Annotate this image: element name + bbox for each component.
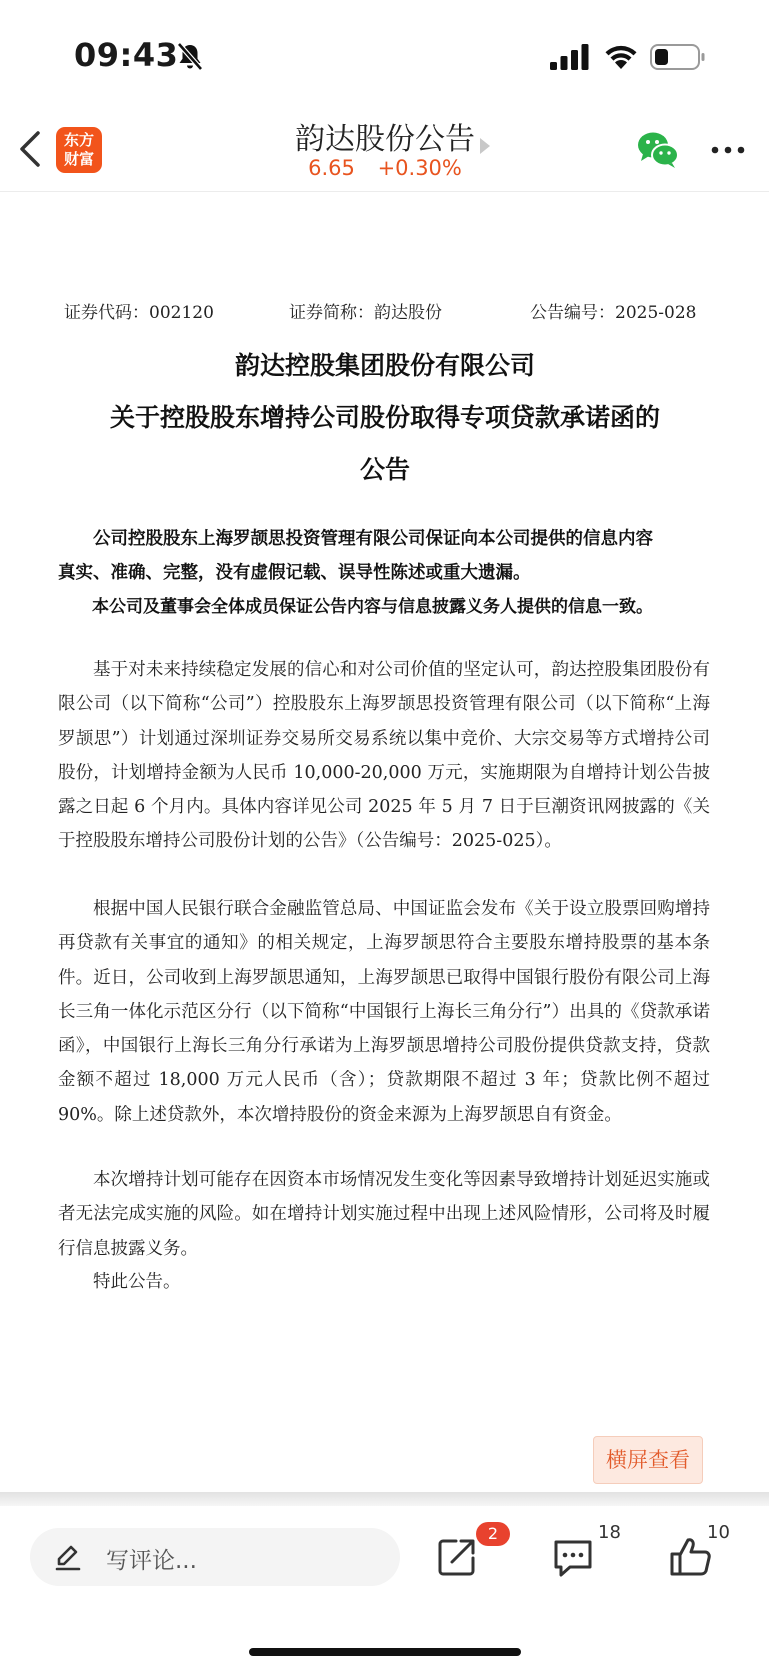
bell-muted-icon bbox=[176, 42, 204, 72]
home-indicator bbox=[249, 1648, 521, 1656]
wechat-share-icon[interactable] bbox=[636, 130, 680, 170]
document-title-line: 关于控股股东增持公司股份取得专项贷款承诺函的 bbox=[109, 403, 660, 432]
security-code: 证券代码：002120 bbox=[64, 303, 214, 323]
comment-count: 18 bbox=[598, 1522, 621, 1543]
page-divider bbox=[0, 1492, 769, 1506]
comment-placeholder: 写评论... bbox=[106, 1548, 197, 1574]
back-arrow-icon[interactable] bbox=[16, 128, 46, 170]
like-count: 10 bbox=[707, 1522, 730, 1543]
closing-line: 特此公告。 bbox=[93, 1272, 181, 1292]
share-badge: 2 bbox=[476, 1522, 510, 1546]
app-logo[interactable] bbox=[56, 127, 102, 173]
app-logo-line2: 财富 bbox=[63, 150, 94, 168]
stock-change: +0.30% bbox=[377, 156, 462, 180]
pen-icon bbox=[54, 1542, 82, 1572]
document-title-line: 公告 bbox=[359, 455, 410, 484]
body-paragraph: 本次增持计划可能存在因资本市场情况发生变化等因素导致增持计划延迟实施或者无法完成实施的风险。如在增持计划实施过程中出现上述风险情形，公司将及时履行信息披露义务。 bbox=[58, 1170, 710, 1259]
status-bar bbox=[0, 0, 769, 110]
stock-quote bbox=[200, 156, 570, 180]
disclaimer-line: 公司控股股东上海罗颉思投资管理有限公司保证向本公司提供的信息内容 bbox=[93, 529, 653, 549]
body-paragraph: 基于对未来持续稳定发展的信心和对公司价值的坚定认可，韵达控股集团股份有限公司（以下简称“公司”）控股股东上海罗颉思投资管理有限公司（以下简称“上海罗颉思”）计划通过深圳证券交易所交易系统以集中竞价、大宗交易等方式增持公司股份，计划增持金额为人民币 10,000-20,000 万元，实施期限为自增持计划公告披露之日起 6 个月内。具体内容详见公司 2025 年 5 月 7 日于巨潮资讯网披露的《关于控股股东增持公司股份计划的公告》（公告编号：2025-025）。 bbox=[58, 660, 710, 852]
wifi-icon bbox=[604, 42, 638, 70]
stock-price: 6.65 bbox=[308, 156, 355, 180]
share-icon[interactable] bbox=[434, 1534, 480, 1580]
more-options-icon[interactable] bbox=[708, 130, 748, 170]
status-time: 09:43 bbox=[74, 36, 179, 74]
battery-icon bbox=[650, 44, 706, 70]
body-paragraph: 根据中国人民银行联合金融监管总局、中国证监会发布《关于设立股票回购增持再贷款有关事宜的通知》的相关规定，上海罗颉思符合主要股东增持股票的基本条件。近日，公司收到上海罗颉思通知，上海罗颉思已取得中国银行股份有限公司上海长三角一体化示范区分行（以下简称“中国银行上海长三角分行”）出具的《贷款承诺函》，中国银行上海长三角分行承诺为上海罗颉思增持公司股份提供贷款支持，贷款金额不超过 18,000 万元人民币（含）；贷款期限不超过 3 年；贷款比例不超过 90%。除上述贷款外，本次增持股份的资金来源为上海罗颉思自有资金。 bbox=[58, 899, 710, 1125]
signal-icon bbox=[550, 44, 590, 70]
nav-bar bbox=[0, 110, 769, 192]
announcement-number: 公告编号：2025-028 bbox=[530, 303, 697, 323]
page-title: 韵达股份公告 bbox=[295, 122, 475, 157]
security-short-name: 证券简称：韵达股份 bbox=[289, 303, 442, 323]
disclaimer-line: 本公司及董事会全体成员保证公告内容与信息披露义务人提供的信息一致。 bbox=[92, 597, 653, 617]
comment-input[interactable] bbox=[30, 1528, 400, 1586]
landscape-view-button[interactable]: 横屏查看 bbox=[593, 1436, 703, 1484]
announcement-document bbox=[0, 192, 769, 1492]
expand-arrow-icon[interactable] bbox=[480, 138, 490, 154]
document-title-line: 韵达控股集团股份有限公司 bbox=[234, 351, 535, 380]
comment-icon[interactable] bbox=[550, 1534, 596, 1580]
bottom-action-bar bbox=[0, 1506, 769, 1665]
disclaimer-line: 真实、准确、完整，没有虚假记载、误导性陈述或重大遗漏。 bbox=[58, 563, 531, 583]
app-logo-line1: 东方 bbox=[63, 131, 94, 149]
